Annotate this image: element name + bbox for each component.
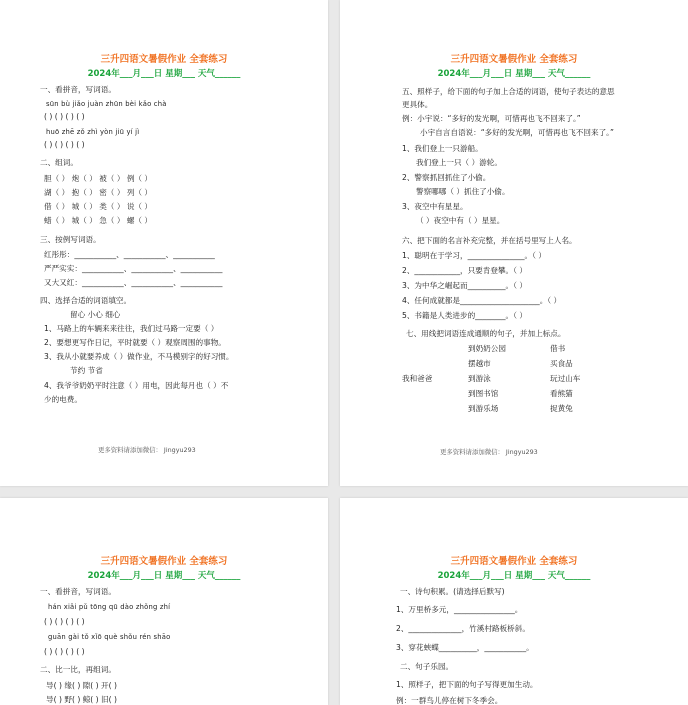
answer-brackets-row: ( ) ( ) ( ) ( ) <box>44 617 85 626</box>
page-1 <box>0 0 328 486</box>
question-line: 5、书籍是人类进步的________。（ ） <box>402 311 527 320</box>
question-line: 3、穿花蛱蝶__________，___________。 <box>396 643 534 652</box>
section-title: 二、比一比，再组词。 <box>40 665 116 674</box>
word-group-row: 借（ ） 城（ ） 类（ ） 说（ ） <box>44 202 153 211</box>
question-line: 1、万里桥多元，________________。 <box>396 605 523 614</box>
match-right-item: 看熊猫 <box>550 389 573 398</box>
section-title-cont: 更具体。 <box>402 100 433 109</box>
dateline: 2024年___月___日 星期___ 天气______ <box>437 69 591 79</box>
question-line: 4、我爷爷奶奶平时注意（ ）用电，因此每月也（ ）不 <box>44 381 229 390</box>
match-middle-item: 到游泳 <box>468 374 491 383</box>
question-line: 2、警察抓回抓住了小偷。 <box>402 173 491 182</box>
word-group-row: 胆（ ） 炮（ ） 被（ ） 例（ ） <box>44 174 153 183</box>
match-right-item: 捉黄兔 <box>550 404 573 413</box>
word-group-row: 蜡（ ） 城（ ） 急（ ） 螺（ ） <box>44 216 153 225</box>
section-title: 二、句子乐园。 <box>400 662 454 671</box>
match-middle-item: 到奶奶公园 <box>468 344 506 353</box>
example-row: 又大又红：___________、___________、___________ <box>44 278 223 287</box>
page-footer: 更多资料请添加微信： Jingyu293 <box>98 446 196 454</box>
question-line: 3、为中华之崛起而__________。（ ） <box>402 281 527 290</box>
example-line: 小宇自言自语说：“多好的发光啊，可惜再也飞不回来了。” <box>420 128 614 137</box>
pinyin-row: huō zhē zǒ zhì yòn jiū yí jì <box>46 128 140 136</box>
section-title: 一、看拼音，写词语。 <box>40 85 116 94</box>
page-title: 三升四语文暑假作业 全套练习 <box>100 556 228 567</box>
match-left-item: 我和爸爸 <box>402 374 433 383</box>
match-middle-item: 到图书馆 <box>468 389 499 398</box>
answer-line: 我们登上一只（ ）游轮。 <box>416 158 502 167</box>
example-row: 红彤彤：___________、___________、___________ <box>44 250 215 259</box>
answer-brackets-row: ( ) ( ) ( ) ( ) <box>44 647 85 656</box>
example-row: 严严实实：___________、___________、___________ <box>44 264 223 273</box>
page-title: 三升四语文暑假作业 全套练习 <box>450 556 578 567</box>
question-line: 2、要想更写作日记，平时就要（ ）观察周围的事物。 <box>44 338 226 347</box>
dateline: 2024年___月___日 星期___ 天气______ <box>87 571 241 581</box>
pinyin-row: hán xiǎi pǔ tōng qū dào zhǒng zhí <box>48 603 171 611</box>
example-line: 例：一群鸟儿停在树下冬季会。 <box>396 696 503 705</box>
question-line: 3、夜空中有星星。 <box>402 202 468 211</box>
word-options: 节约 节省 <box>70 366 103 375</box>
match-right-item: 玩过山车 <box>550 374 581 383</box>
answer-brackets-row: ( ) ( ) ( ) ( ) <box>44 140 85 149</box>
question-line: 3、我从小就要养成（ ）做作业，不马模别字的好习惯。 <box>44 352 234 361</box>
question-line: 2、______________，竹溪村路板桥斜。 <box>396 624 530 633</box>
pinyin-row: sūn bù jiǎo juàn zhūn bèi kǎo chà <box>46 100 167 108</box>
example-line: 例：小宇说：“多好的发光啊，可惜再也飞不回来了。” <box>402 114 581 123</box>
match-middle-item: 到游乐场 <box>468 404 499 413</box>
section-title: 七、用线把词语连成通顺的句子，并加上标点。 <box>406 329 566 338</box>
dateline: 2024年___月___日 星期___ 天气______ <box>87 69 241 79</box>
answer-line: （ ）夜空中有（ ）星星。 <box>416 216 505 225</box>
answer-brackets-row: ( ) ( ) ( ) ( ) <box>44 112 85 121</box>
page-title: 三升四语文暑假作业 全套练习 <box>100 54 228 65</box>
word-group-row: 导( ) 野( ) 鲸( ) 旧( ) <box>46 695 117 704</box>
section-title: 二、组词。 <box>40 158 78 167</box>
section-title: 一、诗句积累。(请选择后默写) <box>400 587 505 596</box>
section-title: 一、看拼音，写词语。 <box>40 587 116 596</box>
match-middle-item: 摆越市 <box>468 359 491 368</box>
question-line: 1、聪明在于学习，_______________。（ ） <box>402 251 546 260</box>
question-line: 4、任何成就都是_____________________。（ ） <box>402 296 562 305</box>
question-line: 1、我们登上一只游船。 <box>402 144 483 153</box>
question-line: 2、____________，只要肯登攀。（ ） <box>402 266 527 275</box>
word-options: 留心 小心 细心 <box>70 310 121 319</box>
match-right-item: 买食品 <box>550 359 573 368</box>
word-group-row: 湖（ ） 抱（ ） 密（ ） 列（ ） <box>44 188 153 197</box>
page-footer: 更多资料请添加微信： Jingyu293 <box>440 448 538 456</box>
page-title: 三升四语文暑假作业 全套练习 <box>450 54 578 65</box>
section-title: 四、选择合适的词语填空。 <box>40 296 132 305</box>
question-line: 1、照样子，把下面的句子写得更加生动。 <box>396 680 538 689</box>
answer-line: 警察哪哪（ ）抓住了小偷。 <box>416 187 510 196</box>
question-line: 1、马路上的车辆来来往往，我们过马路一定要（ ） <box>44 324 219 333</box>
match-right-item: 借书 <box>550 344 566 353</box>
pinyin-row: guān gài tǒ xǐō què shǒu rén shāo <box>48 633 171 641</box>
section-title: 五、照样子，给下面的句子加上合适的词语，使句子表达的意思 <box>402 87 615 96</box>
dateline: 2024年___月___日 星期___ 天气______ <box>437 571 591 581</box>
section-title: 三、按例写词语。 <box>40 235 101 244</box>
page-3 <box>0 498 328 705</box>
page-4 <box>340 498 688 705</box>
question-line: 少的电费。 <box>44 395 82 404</box>
page-2 <box>340 0 688 486</box>
section-title: 六、把下面的名言补充完整，并在括号里写上人名。 <box>402 236 577 245</box>
word-group-row: 导( ) 缘( ) 隙( ) 开( ) <box>46 681 117 690</box>
